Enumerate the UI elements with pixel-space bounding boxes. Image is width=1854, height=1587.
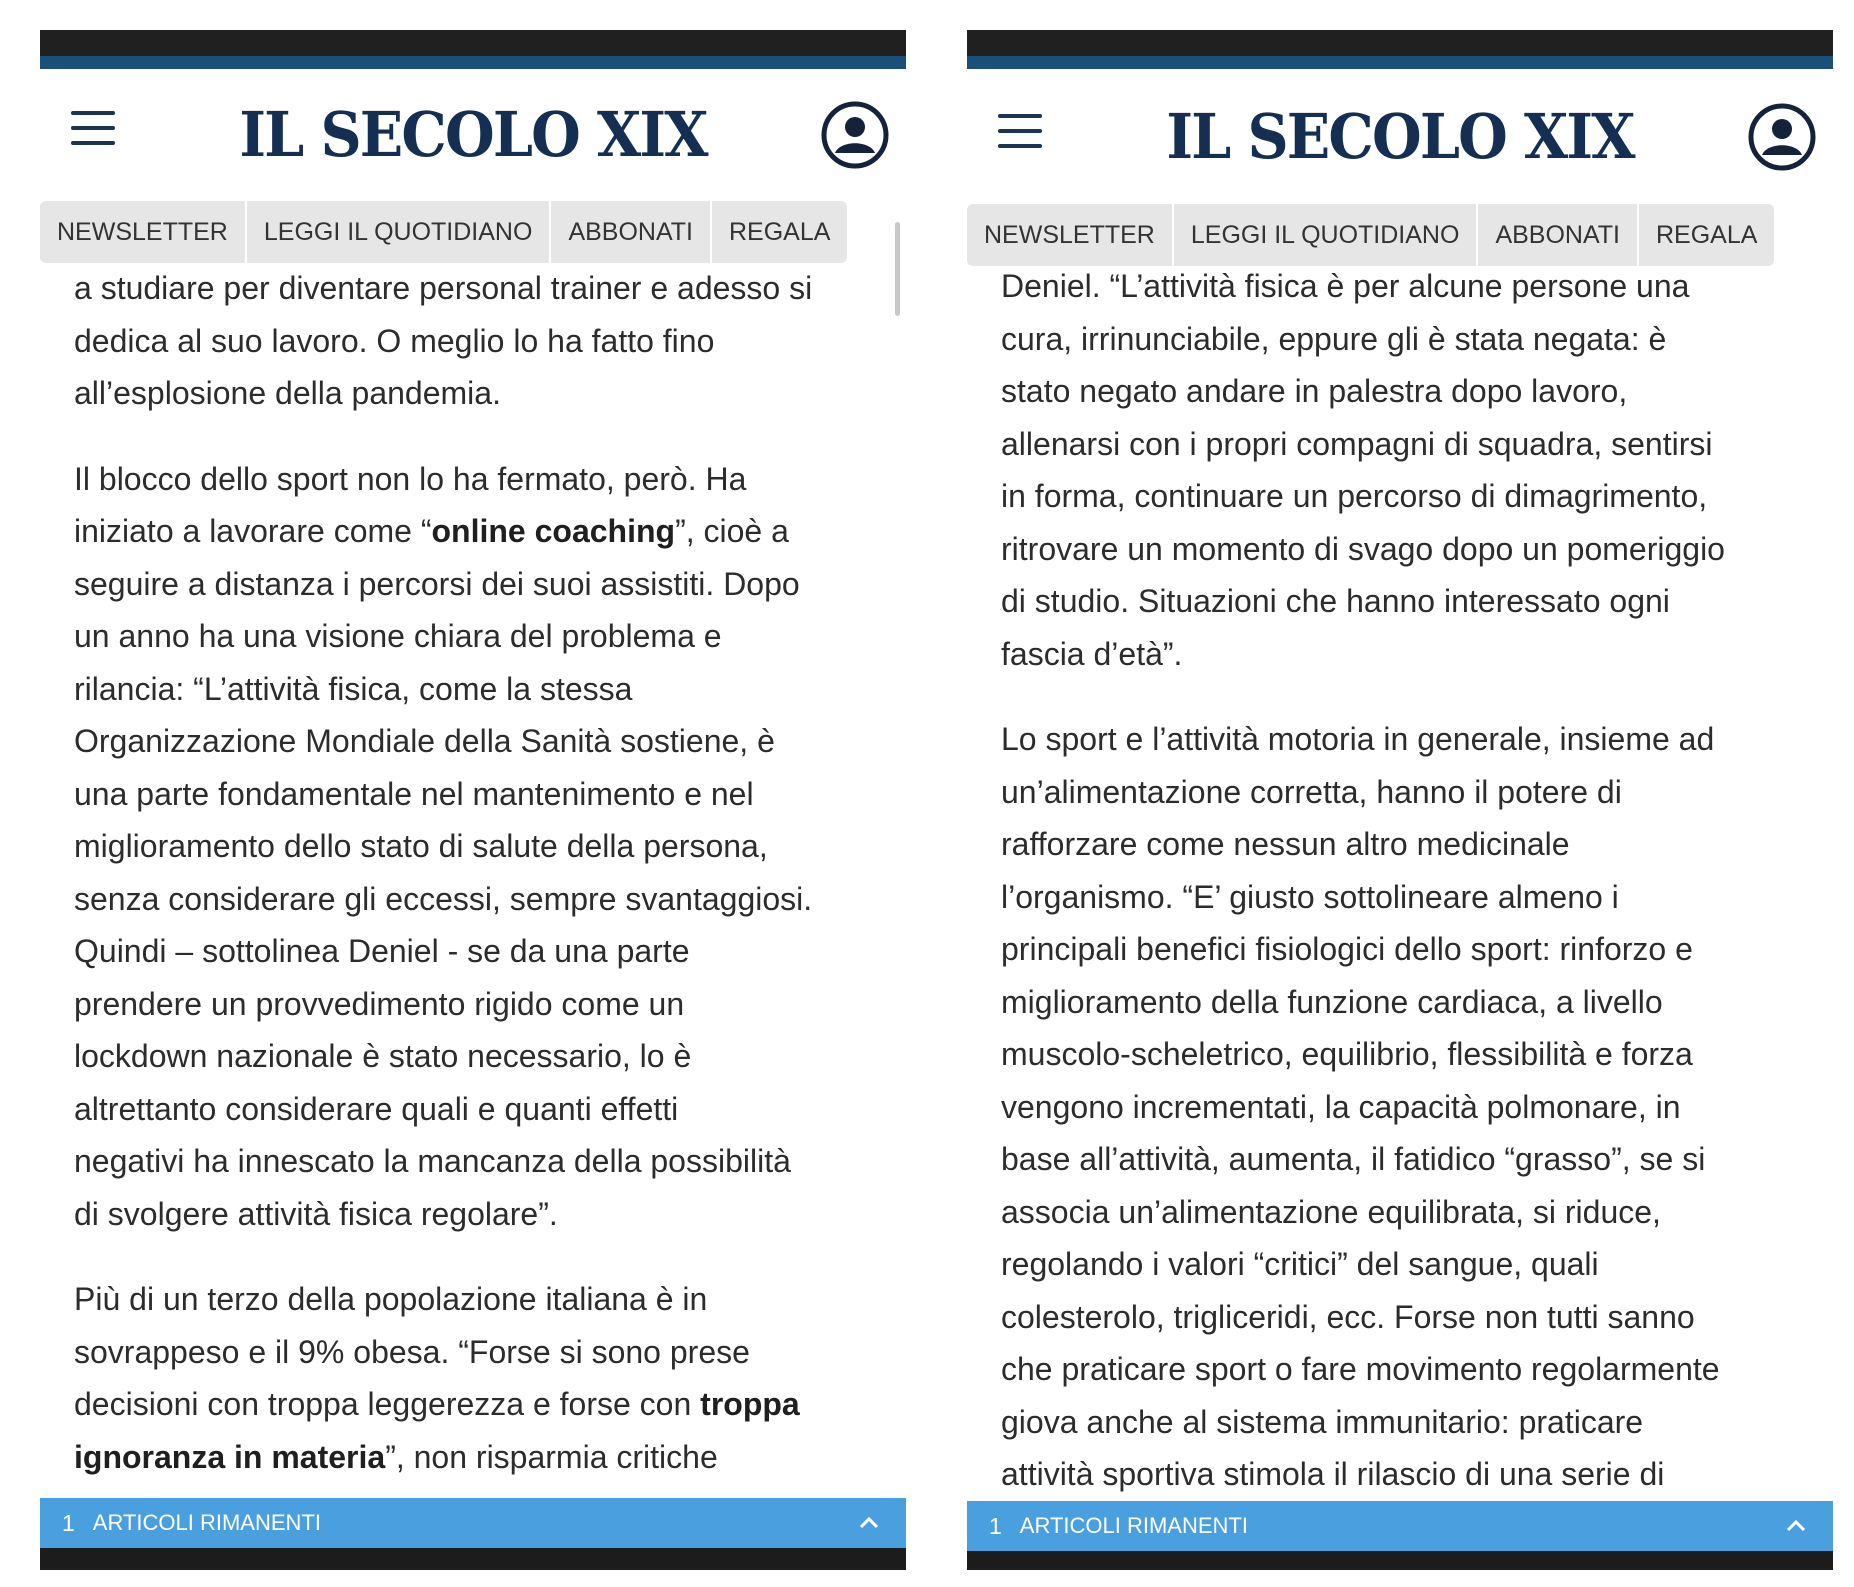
article-line: Più di un terzo della popolazione italiana è in (74, 1281, 708, 1317)
article-line: lockdown nazionale è stato necessario, lo è (74, 1038, 692, 1074)
article-line: ritrovare un momento di svago dopo un pomeriggio (1001, 530, 1725, 567)
article-line: sovrappeso e il 9% obesa. “Forse si sono prese (74, 1333, 750, 1370)
article-line: un’alimentazione corretta, hanno il potere di (1001, 773, 1622, 810)
bottom-bar (40, 1548, 906, 1570)
brand-strip (40, 56, 906, 69)
user-account-icon[interactable] (1747, 102, 1817, 172)
article-line: senza considerare gli eccessi, sempre svantaggiosi. (74, 880, 813, 917)
article-line: iniziato a lavorare come “online coaching”, cioè a (74, 513, 789, 549)
article-line: Deniel. “L’attività fisica è per alcune persone una (1001, 268, 1690, 304)
article-line: decisioni con troppa leggerezza e forse con troppa (74, 1386, 800, 1422)
article-line: base all’attività, aumenta, il fatidico “grasso”, se si (1001, 1141, 1706, 1177)
article-line: associa un’alimentazione equilibrata, si riduce, (1001, 1193, 1661, 1230)
article-line: un anno ha una visione chiara del problema e (74, 618, 722, 654)
nav-leggi-il-quotidiano[interactable]: LEGGI IL QUOTIDIANO (1174, 204, 1479, 266)
article-paragraph (74, 453, 880, 1241)
status-bar (40, 30, 906, 56)
top-nav (40, 201, 847, 263)
article-line: colesterolo, trigliceridi, ecc. Forse non tutti sanno (1001, 1298, 1695, 1335)
article-line: Organizzazione Mondiale della Sanità sostiene, è (74, 723, 775, 759)
site-logo-text: IL SECOLO XIX (239, 97, 707, 171)
article-line: seguire a distanza i percorsi dei suoi assistiti. Dopo (74, 565, 800, 602)
article-line: prendere un provvedimento rigido come un (74, 985, 685, 1022)
nav-newsletter[interactable]: NEWSLETTER (967, 204, 1174, 266)
article-paragraph (74, 1273, 880, 1483)
article-line: di studio. Situazioni che hanno interessato ogni (1001, 583, 1670, 619)
chevron-up-icon[interactable] (1785, 1515, 1807, 1537)
remaining-articles-label: ARTICOLI RIMANENTI (92, 1510, 321, 1535)
article-line: dedica al suo lavoro. O meglio lo ha fatto fino (74, 322, 715, 359)
article-line: stato negato andare in palestra dopo lavoro, (1001, 373, 1628, 409)
article-line: che praticare sport o fare movimento regolarmente (1001, 1351, 1720, 1387)
article-line: giova anche al sistema immunitario: praticare (1001, 1403, 1644, 1440)
remaining-articles-label: ARTICOLI RIMANENTI (1019, 1513, 1248, 1538)
article-body (74, 262, 880, 1570)
article-line: negativi ha innescato la mancanza della possibilità (74, 1143, 791, 1179)
article-line: allenarsi con i propri compagni di squadra, sentirsi (1001, 425, 1713, 462)
site-logo-text: IL SECOLO XIX (1166, 99, 1634, 173)
article-line: vengono incrementati, la capacità polmonare, in (1001, 1088, 1681, 1125)
article-line: altrettanto considerare quali e quanti effetti (74, 1090, 679, 1127)
top-nav (967, 204, 1774, 266)
article-line: cura, irrinunciabile, eppure gli è stata negata: è (1001, 320, 1667, 357)
article-line: miglioramento della funzione cardiaca, a livello (1001, 983, 1663, 1020)
article-line: l’organismo. “E’ giusto sottolineare almeno i (1001, 878, 1619, 915)
remaining-articles-count: 1 (989, 1512, 1002, 1539)
nav-newsletter[interactable]: NEWSLETTER (40, 201, 247, 263)
article-paragraph (74, 262, 880, 420)
bottom-bar (967, 1551, 1833, 1570)
article-line: rafforzare come nessun altro medicinale (1001, 826, 1570, 862)
article-line: attività sportiva stimola il rilascio di una serie di (1001, 1456, 1665, 1492)
nav-abbonati[interactable]: ABBONATI (551, 201, 712, 263)
article-line: Lo sport e l’attività motoria in generale, insieme ad (1001, 721, 1715, 757)
article-line: a studiare per diventare personal trainer e adesso si (74, 270, 813, 306)
nav-abbonati[interactable]: ABBONATI (1478, 204, 1639, 266)
nav-regala[interactable]: REGALA (1656, 220, 1758, 249)
article-line: Il blocco dello sport non lo ha fermato, però. Ha (74, 460, 747, 497)
site-logo[interactable] (967, 94, 1833, 178)
article-body (1001, 260, 1807, 1570)
article-line: di svolgere attività fisica regolare”. (74, 1195, 558, 1232)
article-line: ignoranza in materia”, non risparmia critiche (74, 1438, 718, 1475)
article-line: miglioramento dello stato di salute della persona, (74, 828, 768, 864)
article-line: regolando i valori “critici” del sangue, quali (1001, 1246, 1599, 1282)
article-line: una parte fondamentale nel mantenimento e nel (74, 775, 754, 812)
article-paragraph (1001, 713, 1807, 1501)
article-line: in forma, continuare un percorso di dimagrimento, (1001, 478, 1708, 514)
article-line: principali benefici fisiologici dello sport: rinforzo e (1001, 931, 1693, 967)
chevron-up-icon[interactable] (858, 1512, 880, 1534)
article-line: rilancia: “L’attività fisica, come la stessa (74, 670, 633, 707)
article-screen-left (40, 30, 906, 1570)
article-line: fascia d’età”. (1001, 635, 1183, 672)
nav-leggi-il-quotidiano[interactable]: LEGGI IL QUOTIDIANO (247, 201, 552, 263)
remaining-articles-count: 1 (62, 1509, 75, 1536)
article-paragraph (1001, 260, 1807, 680)
remaining-articles-banner[interactable] (40, 1498, 906, 1548)
status-bar (967, 30, 1833, 56)
article-line: muscolo-scheletrico, equilibrio, flessibilità e forza (1001, 1036, 1693, 1072)
remaining-articles-banner[interactable] (967, 1501, 1833, 1551)
site-logo[interactable] (40, 92, 906, 176)
article-line: Quindi – sottolinea Deniel - se da una parte (74, 933, 690, 969)
article-screen-right (967, 30, 1833, 1570)
nav-regala[interactable]: REGALA (729, 217, 831, 246)
brand-strip (967, 56, 1833, 69)
scrollbar-thumb[interactable] (895, 222, 900, 316)
article-line: all’esplosione della pandemia. (74, 375, 501, 411)
user-account-icon[interactable] (820, 100, 890, 170)
